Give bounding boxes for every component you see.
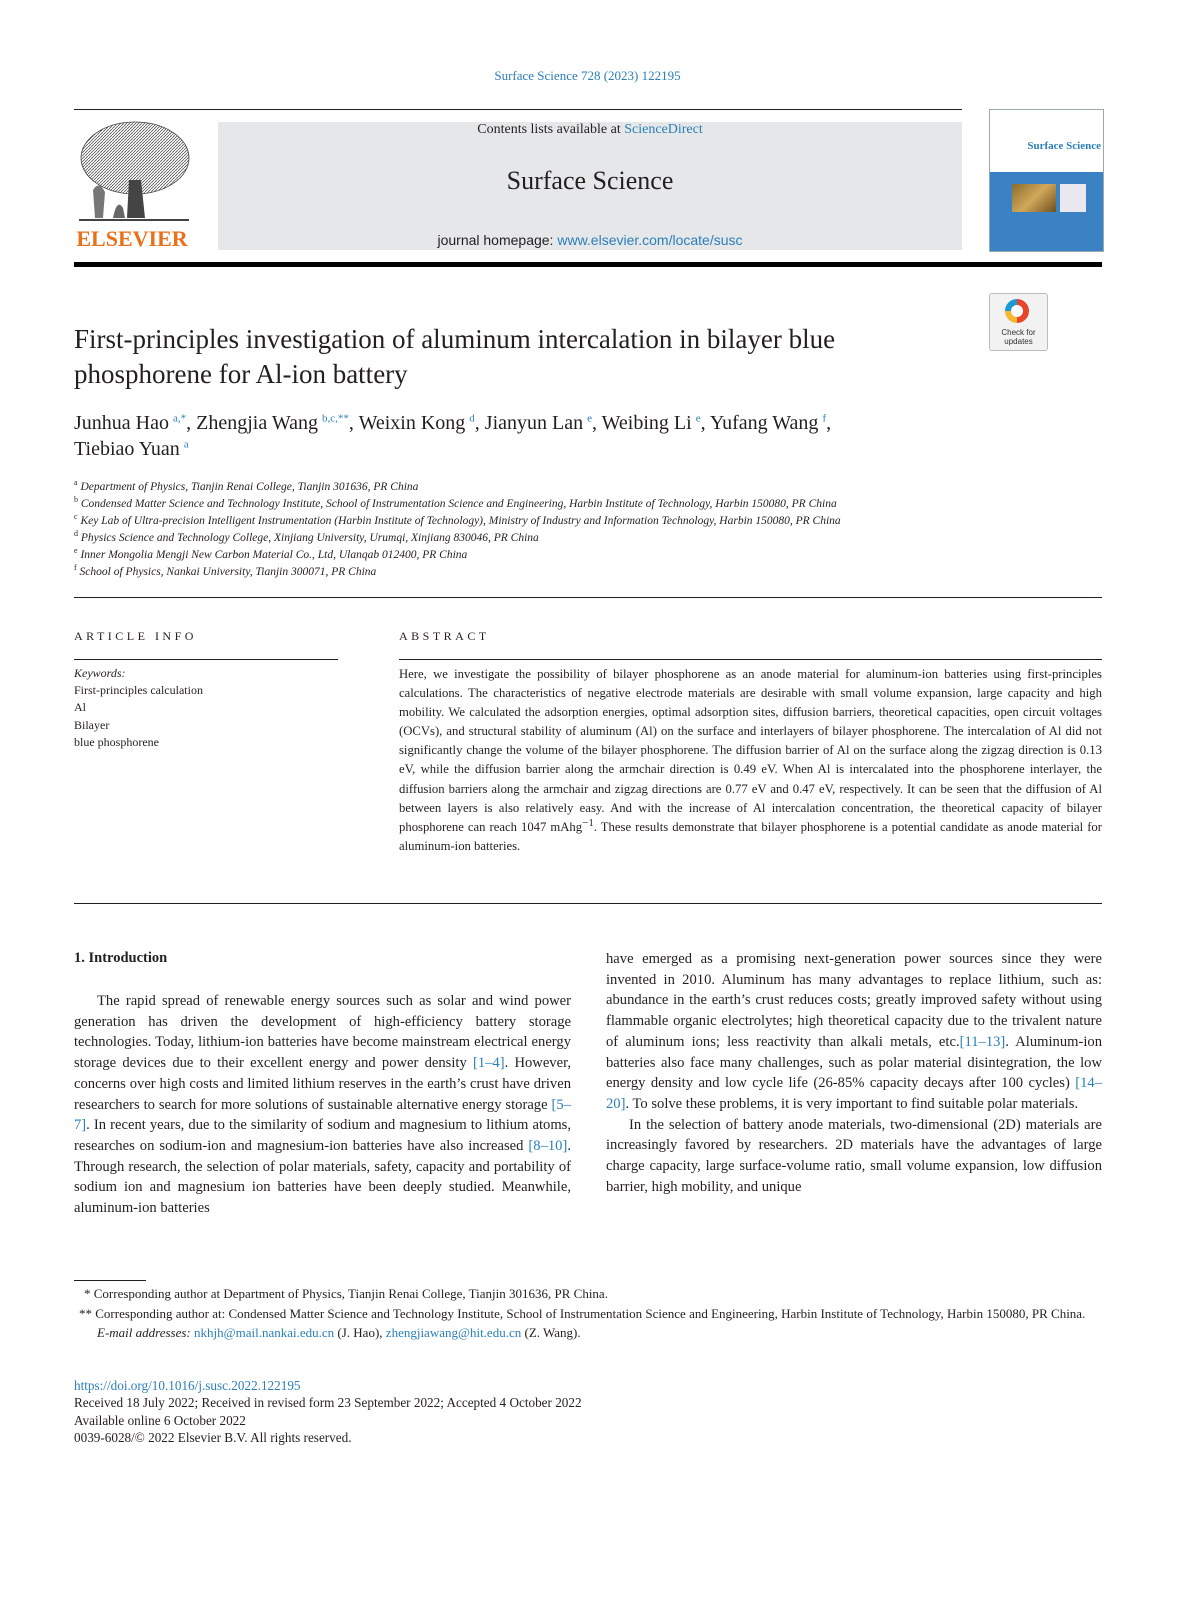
available-online: Available online 6 October 2022: [74, 1412, 246, 1428]
affiliation-key: e: [74, 546, 78, 556]
intro-paragraph: In the selection of battery anode materials, two-dimensional (2D) materials are increasingly favored by researchers. 2D materials have the advantages of large charge capacity, large surface-volume ratio, small volume expansion, low diffusion barrier, high mobility, and unique: [606, 1116, 1102, 1195]
header-rule: [74, 109, 962, 110]
homepage-line: [218, 232, 962, 248]
keyword-item: Bilayer: [74, 717, 110, 732]
abstract-body-end: . These results demonstrate that bilayer phosphorene is a potential candidate as anode material for aluminum-ion batteries.: [399, 819, 1102, 853]
cover-title: Surface Science: [1027, 140, 1101, 152]
cover-image: [1012, 184, 1056, 212]
elsevier-tree-icon: [73, 120, 191, 224]
footnotes: [74, 1284, 1102, 1343]
doi-link[interactable]: https://doi.org/10.1016/j.susc.2022.122195: [74, 1378, 301, 1393]
homepage-prefix: journal homepage:: [437, 232, 558, 248]
author-affiliation-marker[interactable]: d: [469, 412, 475, 425]
affiliation-text: Department of Physics, Tianjin Renai College, Tianjin 301636, PR China: [80, 481, 419, 493]
footnote: * Corresponding author at Department of Physics, Tianjin Renai College, Tianjin 301636, PR China.: [84, 1286, 608, 1301]
paragraph-text: The rapid spread of renewable energy sources such as solar and wind power generation has driven the development of high-efficiency battery storage technologies. Today, lithium-ion batteries have become mainstream electrical energy storage devices due to their excellent energy and power density: [74, 993, 571, 1072]
email-label: E-mail addresses:: [97, 1325, 191, 1340]
journal-citation-link[interactable]: Surface Science 728 (2023) 122195: [494, 68, 681, 83]
body-column-right: [606, 949, 1102, 1197]
citation-link[interactable]: [14–20]: [606, 1075, 1102, 1112]
abstract-bottom-rule: [74, 903, 1102, 904]
email-owner: (J. Hao),: [334, 1325, 386, 1340]
footnote: ** Corresponding author at: Condensed Matter Science and Technology Institute, School of Instrumentation Science and Engineering, Harbin Institute of Technology, Harbin 150080, PR China.: [79, 1305, 1086, 1321]
affiliation: [74, 496, 1102, 513]
paragraph-text: . Through research, the selection of polar materials, safety, capacity and portability of sodium ion and magnesium ion batteries have been deeply studied. Meanwhile, aluminum-ion batteries: [74, 1137, 571, 1217]
affiliation: [74, 547, 1102, 564]
author-affiliation-marker[interactable]: a,*: [173, 412, 187, 425]
affiliation-key: c: [74, 512, 78, 522]
paragraph-text: have emerged as a promising next-generation power sources since they were invented in 2010. Aluminum has many advantages to replace lithium, such as: abundance in the earth’s crust reduces costs; greatly improved safety without using flammable organic electrolytes; high theoretical capacity due to the trivalent nature of aluminum ions; less reactivity than alkali metals, etc.: [606, 951, 1102, 1050]
affiliation-text: Physics Science and Technology College, Xinjiang University, Urumqi, Xinjiang 830046, PR China: [80, 532, 539, 544]
homepage-link[interactable]: www.elsevier.com/locate/susc: [557, 232, 743, 248]
author-name[interactable]: Junhua Hao: [74, 412, 169, 434]
paragraph-text: . To solve these problems, it is very important to find suitable polar materials.: [625, 1095, 1079, 1112]
abstract-text: [399, 665, 1102, 856]
intro-heading: 1. Introduction: [74, 950, 168, 966]
affiliation: [74, 530, 1102, 547]
author-separator: ,: [826, 412, 832, 434]
author-name[interactable]: Yufang Wang: [709, 412, 819, 434]
citation-link[interactable]: [5–7]: [74, 1096, 571, 1134]
abstract-body: Here, we investigate the possibility of bilayer phosphorene as an anode material for aluminum-ion batteries using first-principles calculations. The characteristics of negative electrode materials are desirable with small volume expansion, large capacity and high mobility. We calculated the adsorption energies, optimal adsorption sites, diffusion barriers, theoretical capacities, open circuit voltages (OCVs), and structural stability of aluminum (Al) on the surface and interlayers of bilayer phosphorene. The intercalation of Al did not significantly change the volume of the bilayer phosphorene. The diffusion barrier of Al on the surface along the zigzag direction is 0.13 eV, while the diffusion barrier along the armchair direction is 0.49 eV. When Al is intercalated into the phosphorene interlayer, the diffusion barriers along the armchair and zigzag directions are 0.77 eV and 0.47 eV, respectively. It can be seen that the diffusion of Al between layers is also relatively easy. And with the increase of Al intercalation concentration, the theoretical capacity of bilayer phosphorene can reach 1047 mAhg: [399, 667, 1102, 834]
contents-prefix: Contents lists available at: [477, 122, 625, 137]
intro-paragraph: [606, 949, 1102, 1115]
keyword-item: blue phosphorene: [74, 734, 159, 749]
author-affiliation-marker[interactable]: a: [183, 438, 189, 451]
author-affiliation-marker[interactable]: b,c,**: [322, 412, 349, 425]
affiliation-key: b: [74, 495, 78, 505]
abstract-superscript: −1: [582, 816, 594, 829]
abstract-heading: ABSTRACT: [399, 629, 490, 643]
author-separator: ,: [186, 412, 197, 434]
author-affiliation-marker[interactable]: e: [695, 412, 701, 425]
affiliation-list: [74, 479, 1102, 581]
affiliation-text: Condensed Matter Science and Technology Institute, School of Instrumentation Science and Engineering, Harbin Institute of Technology, Harbin 150080, PR China: [80, 498, 837, 510]
article-title: First-principles investigation of aluminum intercalation in bilayer blue phosphorene for Al-ion battery: [74, 324, 836, 389]
publication-info: [74, 1377, 874, 1446]
affiliation-key: d: [74, 529, 78, 539]
abstract-rule: [399, 659, 1102, 660]
email-owner: (Z. Wang).: [521, 1325, 581, 1340]
author-name[interactable]: Tiebiao Yuan: [74, 438, 180, 460]
affiliation: [74, 564, 1102, 581]
author-name[interactable]: Jianyun Lan: [484, 412, 584, 434]
author-name[interactable]: Weibing Li: [601, 412, 692, 434]
check-for-updates-button[interactable]: [989, 293, 1048, 351]
author-name[interactable]: Weixin Kong: [358, 412, 466, 434]
check-updates-label: Check for updates: [1001, 328, 1036, 346]
journal-name: Surface Science: [506, 166, 674, 195]
copyright: 0039-6028/© 2022 Elsevier B.V. All rights reserved.: [74, 1429, 352, 1445]
header-thick-rule: [74, 262, 1102, 267]
article-info-heading: ARTICLE INFO: [74, 629, 197, 643]
keyword-item: First-principles calculation: [74, 683, 203, 698]
affiliation-text: School of Physics, Nankai University, Tianjin 300071, PR China: [79, 566, 377, 578]
affiliation: [74, 479, 1102, 496]
author-separator: ,: [348, 412, 359, 434]
citation-link[interactable]: [8–10]: [528, 1137, 568, 1154]
elsevier-logo: [73, 120, 191, 252]
received-dates: Received 18 July 2022; Received in revised form 23 September 2022; Accepted 4 October 2022: [74, 1395, 582, 1411]
citation-link[interactable]: [11–13]: [959, 1033, 1006, 1050]
author-name[interactable]: Zhengjia Wang: [196, 412, 319, 434]
affiliation-key: f: [74, 563, 77, 573]
info-rule: [74, 659, 338, 660]
journal-cover-thumbnail[interactable]: [989, 109, 1104, 252]
author-separator: ,: [474, 412, 485, 434]
body-column-left: [74, 991, 571, 1219]
author-affiliation-marker[interactable]: e: [587, 412, 593, 425]
sciencedirect-link[interactable]: ScienceDirect: [624, 122, 703, 137]
affiliation-key: a: [74, 478, 78, 488]
keywords-label: Keywords:: [74, 666, 126, 680]
affiliation-text: Key Lab of Ultra-precision Intelligent Instrumentation (Harbin Institute of Technology), Ministry of Industry and Information Technology, Harbin 150080, PR China: [80, 515, 841, 527]
keywords-block: [74, 665, 338, 751]
intro-paragraph: [74, 991, 571, 1219]
affiliation: [74, 513, 1102, 530]
author-affiliation-marker[interactable]: f: [822, 412, 827, 425]
journal-header-box: [218, 122, 962, 250]
author-separator: ,: [700, 412, 710, 434]
author-list: [74, 410, 1084, 462]
email-link[interactable]: zhengjiawang@hit.edu.cn: [385, 1325, 522, 1340]
publisher-name: ELSEVIER: [76, 226, 188, 251]
affiliation-text: Inner Mongolia Mengji New Carbon Material Co., Ltd, Ulanqab 012400, PR China: [80, 549, 468, 561]
email-link[interactable]: nkhjh@mail.nankai.edu.cn: [194, 1325, 335, 1340]
footnote-rule: [74, 1280, 146, 1281]
section-rule: [74, 597, 1102, 598]
paragraph-text: . However, concerns over high costs and limited lithium reserves in the earth’s crust have driven researchers to search for more solutions of sustainable alternative energy storage: [74, 1055, 572, 1113]
author-separator: ,: [592, 412, 602, 434]
paragraph-text: . In recent years, due to the similarity of sodium and magnesium to lithium atoms, researches on sodium-ion and magnesium-ion batteries have also increased: [74, 1117, 571, 1154]
citation-link[interactable]: [1–4]: [472, 1055, 505, 1072]
cover-image: [1060, 184, 1086, 212]
contents-line: [218, 122, 962, 138]
keyword-item: Al: [74, 700, 86, 715]
paragraph-text: . Aluminum-ion batteries also face many challenges, such as polar material disintegration, the low energy density and low cycle life (26-85% capacity decays after 100 cycles): [606, 1033, 1102, 1092]
email-footnote: [74, 1323, 1102, 1343]
